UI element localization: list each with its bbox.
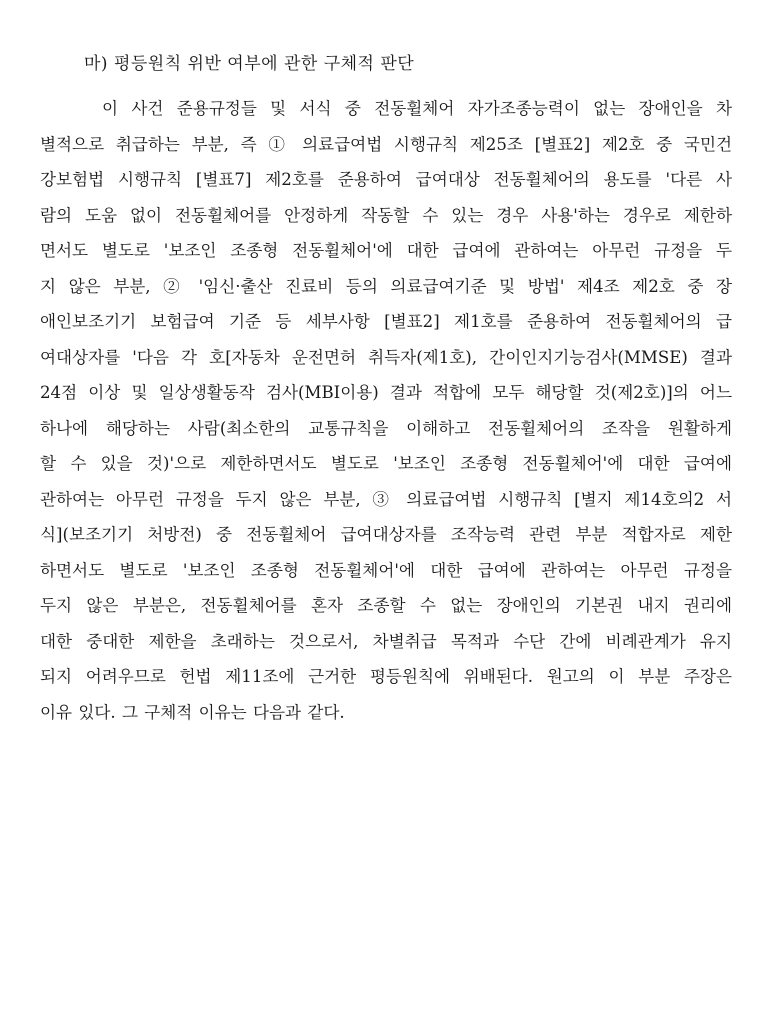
section-heading: 마) 평등원칙 위반 여부에 관한 구체적 판단 — [84, 54, 415, 74]
paragraph-line: 하나에 해당하는 사람(최소한의 교통규칙을 이해하고 전동휠체어의 조작을 원활하게 — [40, 418, 732, 438]
paragraph-line: 면서도 별도로 '보조인 조종형 전동휠체어'에 대한 급여에 관하여는 아무런 규정을 두 — [40, 241, 732, 260]
paragraph-line: 람의 도움 없이 전동휠체어를 안정하게 작동할 수 있는 경우 사용'하는 경우로 제한하 — [40, 205, 732, 225]
paragraph-line: 두지 않은 부분은, 전동휠체어를 혼자 조종할 수 없는 장애인의 기본권 내지 권리에 — [40, 596, 732, 615]
paragraph-line: 강보험법 시행규칙 [별표7] 제2호를 준용하여 급여대상 전동휠체어의 용도를 '다른 사 — [40, 170, 732, 189]
paragraph-line: 이 사건 준용규정들 및 서식 중 전동휠체어 자가조종능력이 없는 장애인을 차 — [102, 99, 732, 118]
body-paragraph — [40, 91, 732, 730]
paragraph-line: 애인보조기기 보험급여 기준 등 세부사항 [별표2] 제1호를 준용하여 전동휠체어의 급 — [40, 312, 732, 331]
paragraph-line: 이유 있다. 그 구체적 이유는 다음과 같다. — [40, 702, 345, 722]
paragraph-line: 대한 중대한 제한을 초래하는 것으로서, 차별취급 목적과 수단 간에 비례관계가 유지 — [40, 631, 732, 651]
paragraph-line: 식](보조기기 처방전) 중 전동휠체어 급여대상자를 조작능력 관련 부분 적합자로 제한 — [40, 525, 732, 544]
paragraph-line: 하면서도 별도로 '보조인 조종형 전동휠체어'에 대한 급여에 관하여는 아무런 규정을 — [40, 560, 732, 580]
paragraph-line: 지 않은 부분, ② '임신·출산 진료비 등의 의료급여기준 및 방법' 제4조 제2호 중 장 — [40, 276, 732, 296]
paragraph-line: 별적으로 취급하는 부분, 즉 ① 의료급여법 시행규칙 제25조 [별표2] 제2호 중 국민건 — [40, 134, 732, 154]
paragraph-line: 할 수 있을 것)'으로 제한하면서도 별도로 '보조인 조종형 전동휠체어'에 대한 급여에 — [40, 454, 732, 473]
paragraph-line: 여대상자를 '다음 각 호[자동차 운전면허 취득자(제1호), 간이인지기능검사(MMSE) 결과 — [40, 347, 732, 367]
paragraph-line: 관하여는 아무런 규정을 두지 않은 부분, ③ 의료급여법 시행규칙 [별지 제14호의2 서 — [40, 489, 732, 509]
paragraph-line: 24점 이상 및 일상생활동작 검사(MBI이용) 결과 적합에 모두 해당할 것(제2호)]의 어느 — [40, 383, 732, 402]
paragraph-line: 되지 어려우므로 헌법 제11조에 근거한 평등원칙에 위배된다. 원고의 이 부분 주장은 — [40, 667, 732, 686]
